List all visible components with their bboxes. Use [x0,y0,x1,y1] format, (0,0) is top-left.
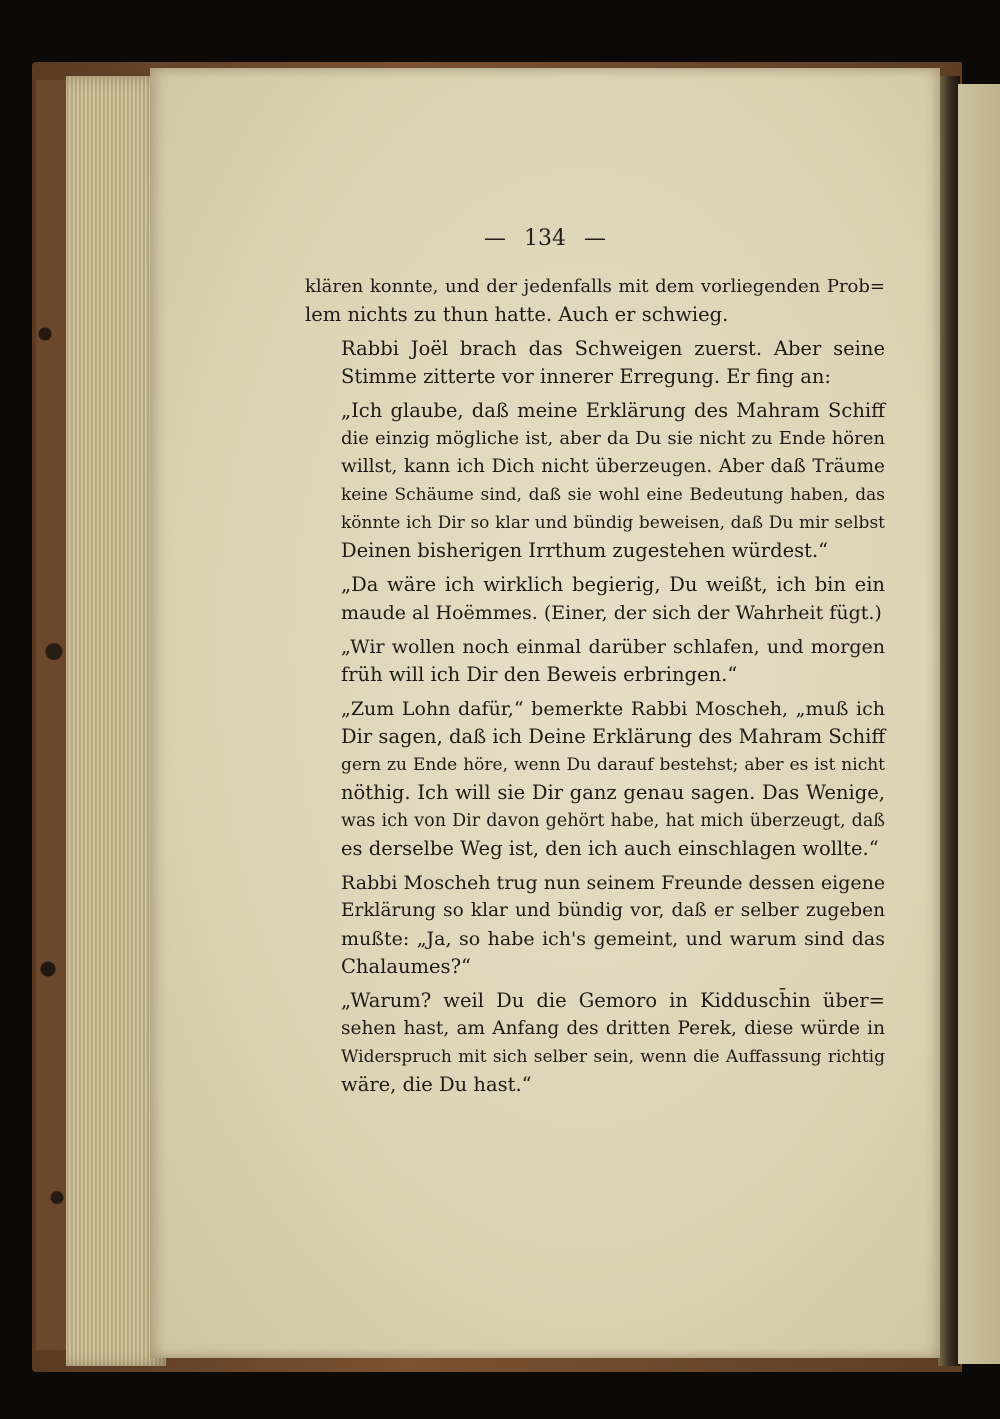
text-line: „Wir wollen noch einmal darüber schlafen, und morgen [341,636,885,658]
page-number-header [150,226,940,251]
text-line: gern zu Ende höre, wenn Du darauf bestehst; aber es ist nicht [341,755,885,775]
text-line: Rabbi Moscheh trug nun seinem Freunde dessen eigene [341,872,886,894]
text-line: „Zum Lohn dafür,“ bemerkte Rabbi Moscheh, „muß ich [341,698,885,720]
text-line: wäre, die Du hast.“ [341,1073,532,1096]
text-line: sehen hast, am Anfang des dritten Perek, diese würde in [341,1018,885,1039]
text-line: Rabbi Joël brach das Schweigen zuerst. Aber seine [341,337,885,360]
text-line: nöthig. Ich will sie Dir ganz genau sagen. Das Wenige, [341,781,885,804]
text-line: willst, kann ich Dich nicht überzeugen. Aber daß Träume [341,456,885,477]
paragraph [305,335,885,391]
book-page [150,68,940,1358]
text-line: Dir sagen, daß ich Deine Erklärung des Mahram Schiff [341,725,886,748]
cover-marbling [36,80,66,1350]
text-line: Deinen bisherigen Irrthum zugestehen würdest.“ [341,539,829,562]
text-line: Widerspruch mit sich selber sein, wenn die Auffassung richtig [341,1047,885,1067]
text-line: was ich von Dir davon gehört habe, hat mich überzeugt, daß [341,811,885,831]
text-line: „Da wäre ich wirklich begierig, Du weißt, ich bin ein [341,573,885,596]
text-line: Erklärung so klar und bündig vor, daß er selber zugeben [341,900,885,921]
paragraph [305,987,885,1099]
text-line: Stimme zitterte vor innerer Erregung. Er fing an: [341,365,831,388]
text-line: „Ich glaube, daß meine Erklärung des Mahram Schiff [341,399,885,422]
text-line: früh will ich Dir den Beweis erbringen.“ [341,663,738,686]
text-line: lem nichts zu thun hatte. Auch er schwieg. [305,303,729,326]
paragraph [305,869,885,981]
text-line: keine Schäume sind, daß sie wohl eine Bedeutung haben, das [341,485,885,505]
book-gutter [938,76,960,1366]
text-line: es derselbe Weg ist, den ich auch einschlagen wollte.“ [341,837,879,860]
text-line: könnte ich Dir so klar und bündig beweisen, daß Du mir selbst [341,513,885,533]
paragraph [305,695,885,863]
text-line: klären konnte, und der jedenfalls mit dem vorliegenden Prob= [305,276,885,297]
paragraph [305,397,885,565]
dash-right: — [584,226,606,251]
text-line: „Warum? weil Du die Gemoro in Kiddusch̄in über= [341,989,885,1012]
page-number: 134 [524,226,566,251]
text-line: die einzig mögliche ist, aber da Du sie nicht zu Ende hören [341,428,885,449]
text-line: Chalaumes?“ [341,955,471,978]
paragraph [305,571,885,627]
paragraph [305,273,885,329]
next-page-edge [958,84,1000,1364]
dash-left: — [484,226,506,251]
text-line: maude al Hoëmmes. (Einer, der sich der Wahrheit fügt.) [341,602,882,624]
page-text [305,273,885,1105]
text-line: mußte: „Ja, so habe ich's gemeint, und warum sind das [341,928,885,950]
paragraph [305,633,885,689]
